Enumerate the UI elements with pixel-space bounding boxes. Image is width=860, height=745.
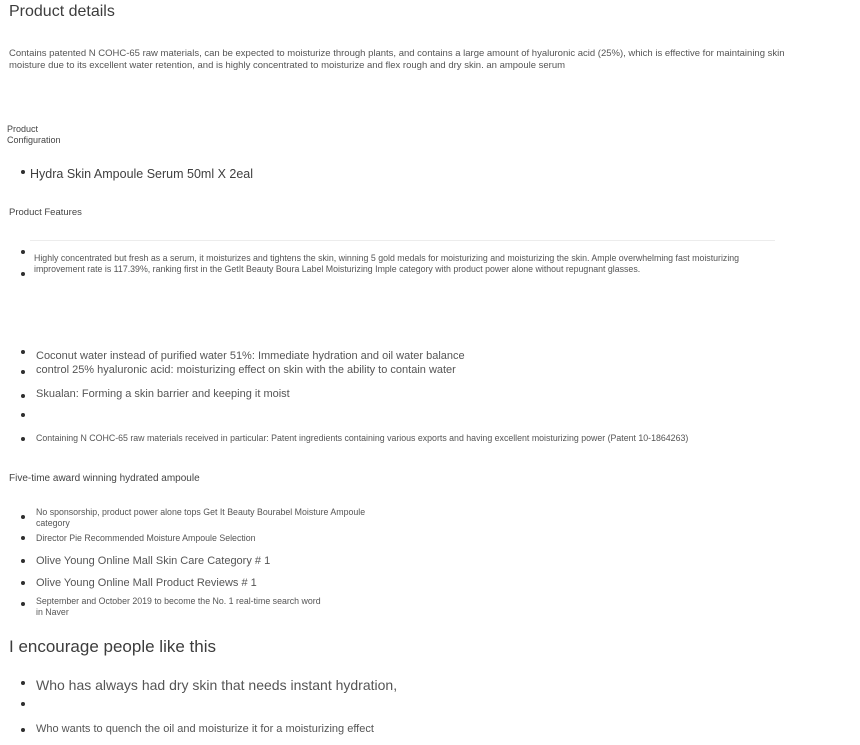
- award-item-text: September and October 2019 to become the No. 1 real-time search word in Naver: [36, 596, 321, 617]
- bullet-icon: [21, 581, 25, 585]
- features-label: Product Features: [9, 207, 82, 218]
- bullet-icon: [21, 536, 25, 540]
- feature-item: [21, 388, 290, 400]
- award-item: [21, 507, 421, 529]
- feature-item-text: Coconut water instead of purified water 51%: Immediate hydration and oil water balance: [36, 350, 465, 362]
- bullet-icon: [21, 394, 25, 398]
- award-item-text: Olive Young Online Mall Skin Care Category # 1: [36, 555, 271, 567]
- bullet-icon: [21, 559, 25, 563]
- award-item: [21, 533, 256, 543]
- award-item-text: Director Pie Recommended Moisture Ampoule Selection: [36, 533, 256, 543]
- configuration-label-line1: Product: [7, 124, 39, 134]
- bullet-icon: [21, 702, 25, 706]
- bullet-icon: [21, 437, 25, 441]
- feature-item: [21, 433, 688, 443]
- bullet-icon: [21, 602, 25, 606]
- page-title: Product details: [9, 3, 115, 20]
- feature-item: [21, 350, 465, 362]
- configuration-item: [21, 167, 253, 181]
- encourage-item: [21, 702, 36, 706]
- intro-paragraph: Contains patented N COHC-65 raw materials, can be expected to moisturize through plants, and contains a large amount of hyaluronic acid (25%), which is effective for maintaining skin moisture due to its excellent water retention, and is highly concentrated to moisturize and flex rough and dry skin. an ampoule serum: [9, 48, 785, 71]
- configuration-item-text: Hydra Skin Ampoule Serum 50ml X 2eal: [30, 167, 254, 181]
- feature-item: [21, 364, 456, 376]
- encourage-title: I encourage people like this: [9, 637, 216, 656]
- encourage-item: [21, 723, 374, 735]
- configuration-label-line2: Configuration: [7, 135, 61, 145]
- feature-item-text: Containing N COHC-65 raw materials received in particular: Patent ingredients containing various exports and having excellent moisturizing power (Patent 10-1864263): [36, 433, 689, 443]
- faint-divider: [30, 240, 775, 241]
- bullet-icon: [21, 681, 25, 685]
- bullet-icon: [21, 250, 25, 254]
- encourage-item: [21, 677, 397, 693]
- award-item: [21, 577, 257, 589]
- award-item: [21, 596, 341, 618]
- awards-label: Five-time award winning hydrated ampoule: [9, 473, 200, 484]
- encourage-item-text: Who wants to quench the oil and moisturize it for a moisturizing effect: [36, 723, 374, 735]
- bullet-icon: [21, 350, 25, 354]
- bullet-icon: [21, 413, 25, 417]
- bullet-icon: [21, 728, 25, 732]
- bullet-icon: [21, 170, 25, 174]
- award-item-text: Olive Young Online Mall Product Reviews # 1: [36, 577, 257, 589]
- feature-item-text: control 25% hyaluronic acid: moisturizing effect on skin with the ability to contain water: [36, 364, 456, 376]
- features-main-text: Highly concentrated but fresh as a serum, it moisturizes and tightens the skin, winning 5 gold medals for moisturizing and moisturizing the skin. Ample overwhelming fast moisturizing improvement rate is 117.39%, ranking first in the GetIt Beauty Boura Label Moisturizing Imple category with product power alone without repugnant glasses.: [34, 253, 740, 274]
- bullet-icon: [21, 515, 25, 519]
- award-item: [21, 555, 270, 567]
- encourage-item-text: Who has always had dry skin that needs instant hydration,: [36, 677, 398, 693]
- configuration-label: [7, 124, 61, 146]
- bullet-icon: [21, 272, 25, 276]
- award-item-text: No sponsorship, product power alone tops Get It Beauty Bourabel Moisture Ampoule category: [36, 507, 366, 528]
- feature-item-text: Skualan: Forming a skin barrier and keeping it moist: [36, 388, 290, 400]
- feature-item: [21, 413, 36, 417]
- bullet-icon: [21, 370, 25, 374]
